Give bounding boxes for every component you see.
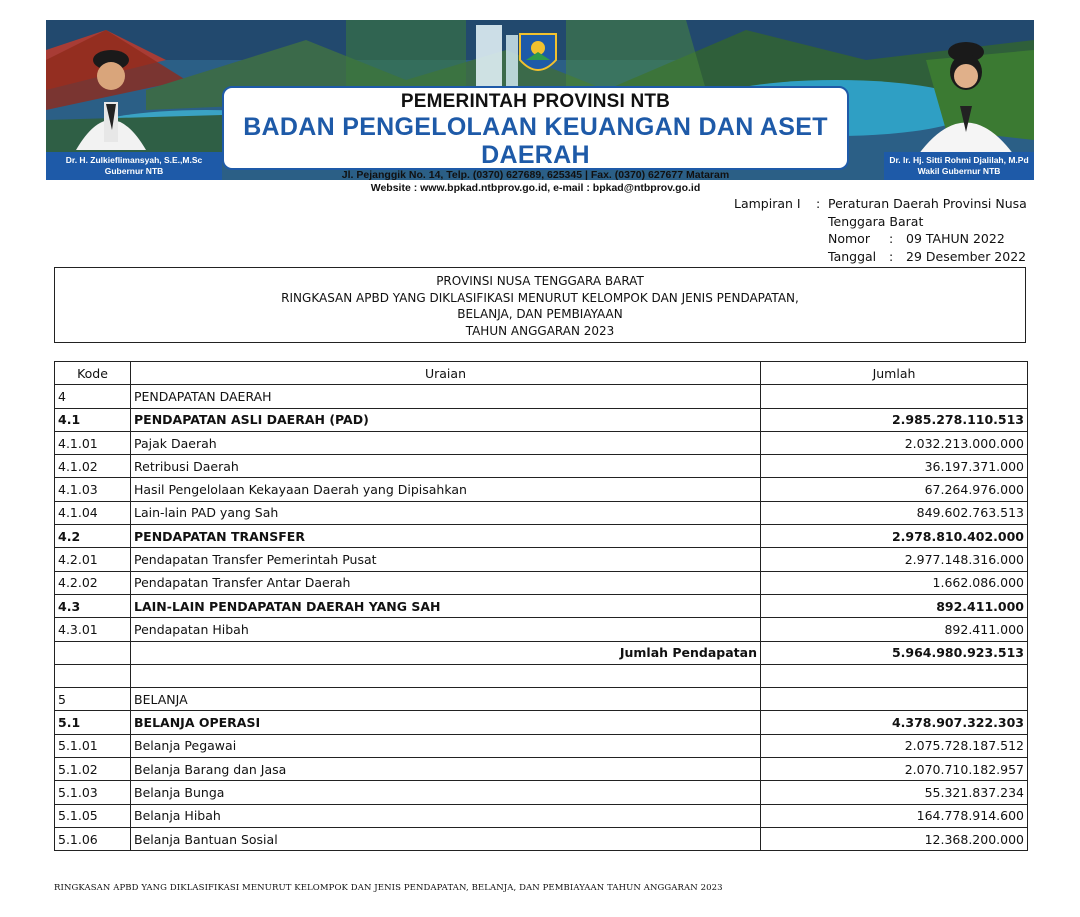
row-kode: 4.2.02 [55,571,131,594]
row-kode: 5.1 [55,711,131,734]
row-jumlah: 2.977.148.316.000 [761,548,1028,571]
row-kode: 5 [55,688,131,711]
row-uraian: Belanja Bantuan Sosial [131,827,761,850]
table-row [55,594,1028,617]
table-header-row [55,362,1028,385]
row-uraian: Pendapatan Hibah [131,618,761,641]
regulation-line1: Peraturan Daerah Provinsi Nusa [828,196,1027,211]
row-jumlah: 2.978.810.402.000 [761,525,1028,548]
row-kode: 4.1.03 [55,478,131,501]
row-jumlah: 892.411.000 [761,618,1028,641]
row-jumlah [761,385,1028,408]
row-uraian [131,664,761,687]
table-row [55,827,1028,850]
row-kode: 4.1.04 [55,501,131,524]
agency-title-box [222,86,849,194]
row-jumlah: 4.378.907.322.303 [761,711,1028,734]
regulation-line2: Tenggara Barat [828,213,924,229]
table-row [55,385,1028,408]
row-uraian: PENDAPATAN ASLI DAERAH (PAD) [131,408,761,431]
header-jumlah: Jumlah [761,362,1028,385]
agency-address: Jl. Pejanggik No. 14, Telp. (0370) 627689, 625345 | Fax. (0370) 627677 Mataram [341,169,730,181]
governor-role: Gubernur NTB [104,166,164,176]
row-uraian: Belanja Barang dan Jasa [131,758,761,781]
row-kode: 4.1.02 [55,455,131,478]
table-row [55,548,1028,571]
document-heading [54,267,1026,343]
table-row [55,804,1028,827]
row-uraian: Belanja Pegawai [131,734,761,757]
row-jumlah: 1.662.086.000 [761,571,1028,594]
tanggal-value: 29 Desember 2022 [906,248,1027,264]
government-title: PEMERINTAH PROVINSI NTB [400,91,671,112]
row-uraian: Lain-lain PAD yang Sah [131,501,761,524]
table-row [55,571,1028,594]
row-uraian: Pendapatan Transfer Antar Daerah [131,571,761,594]
table-row [55,688,1028,711]
row-kode: 5.1.01 [55,734,131,757]
page-footer: RINGKASAN APBD YANG DIKLASIFIKASI MENURUT KELOMPOK DAN JENIS PENDAPATAN, BELANJA, DAN PEMBIAYAAN TAHUN ANGGARAN 2023 [54,883,723,893]
table-row [55,758,1028,781]
ntb-emblem-icon [516,30,560,84]
table-row [55,455,1028,478]
row-uraian: Belanja Bunga [131,781,761,804]
row-jumlah: 12.368.200.000 [761,827,1028,850]
row-kode: 5.1.02 [55,758,131,781]
nomor-label: Nomor [828,231,870,246]
row-kode: 4.2.01 [55,548,131,571]
tanggal-colon: : [889,248,894,264]
row-kode: 4.1 [55,408,131,431]
row-kode: 5.1.05 [55,804,131,827]
row-uraian: BELANJA OPERASI [131,711,761,734]
total-amount: 5.964.980.923.513 [761,641,1028,664]
row-kode [55,664,131,687]
row-uraian: BELANJA [131,688,761,711]
row-kode: 5.1.03 [55,781,131,804]
heading-province: PROVINSI NUSA TENGGARA BARAT [436,274,644,288]
table-row [55,431,1028,454]
row-jumlah: 2.070.710.182.957 [761,758,1028,781]
heading-title: RINGKASAN APBD YANG DIKLASIFIKASI MENURUT KELOMPOK DAN JENIS PENDAPATAN, [281,290,799,305]
row-jumlah: 2.075.728.187.512 [761,734,1028,757]
table-row [55,781,1028,804]
row-uraian: PENDAPATAN TRANSFER [131,525,761,548]
agency-website: Website : www.bpkad.ntbprov.go.id, e-mail : bpkad@ntbprov.go.id [370,182,701,194]
vice-governor-role: Wakil Gubernur NTB [917,166,1001,176]
attachment-label: Lampiran I [734,196,801,211]
row-jumlah: 36.197.371.000 [761,455,1028,478]
apbd-summary-table [54,361,1028,851]
row-jumlah: 164.778.914.600 [761,804,1028,827]
row-uraian: LAIN-LAIN PENDAPATAN DAERAH YANG SAH [131,594,761,617]
total-label: Jumlah Pendapatan [131,641,761,664]
total-row [55,641,1028,664]
table-row [55,478,1028,501]
row-jumlah: 67.264.976.000 [761,478,1028,501]
row-kode [55,641,131,664]
heading-year: TAHUN ANGGARAN 2023 [465,323,615,338]
table-row [55,711,1028,734]
row-jumlah: 892.411.000 [761,594,1028,617]
row-jumlah: 2.985.278.110.513 [761,408,1028,431]
table-row [55,734,1028,757]
table-row [55,408,1028,431]
row-uraian: Pendapatan Transfer Pemerintah Pusat [131,548,761,571]
row-jumlah [761,664,1028,687]
nomor-colon: : [889,231,894,246]
vice-governor-name: Dr. Ir. Hj. Sitti Rohmi Djalilah, M.Pd [889,155,1029,165]
attachment-colon: : [816,196,821,211]
row-kode: 5.1.06 [55,827,131,850]
nomor-value: 09 TAHUN 2022 [906,231,1005,246]
row-uraian: Pajak Daerah [131,431,761,454]
empty-row [55,664,1028,687]
row-jumlah: 2.032.213.000.000 [761,431,1028,454]
table-row [55,525,1028,548]
row-kode: 4.2 [55,525,131,548]
row-jumlah: 849.602.763.513 [761,501,1028,524]
row-kode: 4 [55,385,131,408]
table-row [55,618,1028,641]
agency-name: BADAN PENGELOLAAN KEUANGAN DAN ASET DAERAH [243,113,828,169]
table-row [55,501,1028,524]
row-jumlah: 55.321.837.234 [761,781,1028,804]
row-kode: 4.1.01 [55,431,131,454]
row-uraian: Retribusi Daerah [131,455,761,478]
tanggal-label: Tanggal [828,248,877,264]
heading-subtitle: BELANJA, DAN PEMBIAYAAN [457,307,623,321]
row-kode: 4.3 [55,594,131,617]
row-uraian: Belanja Hibah [131,804,761,827]
row-jumlah [761,688,1028,711]
governor-name: Dr. H. Zulkieflimansyah, S.E.,M.Sc [65,155,203,165]
row-kode: 4.3.01 [55,618,131,641]
vice-governor-caption [884,152,1034,180]
row-uraian: PENDAPATAN DAERAH [131,385,761,408]
governor-caption [46,152,222,180]
header-kode: Kode [55,362,131,385]
header-banner [46,20,1034,194]
row-uraian: Hasil Pengelolaan Kekayaan Daerah yang Dipisahkan [131,478,761,501]
header-uraian: Uraian [131,362,761,385]
